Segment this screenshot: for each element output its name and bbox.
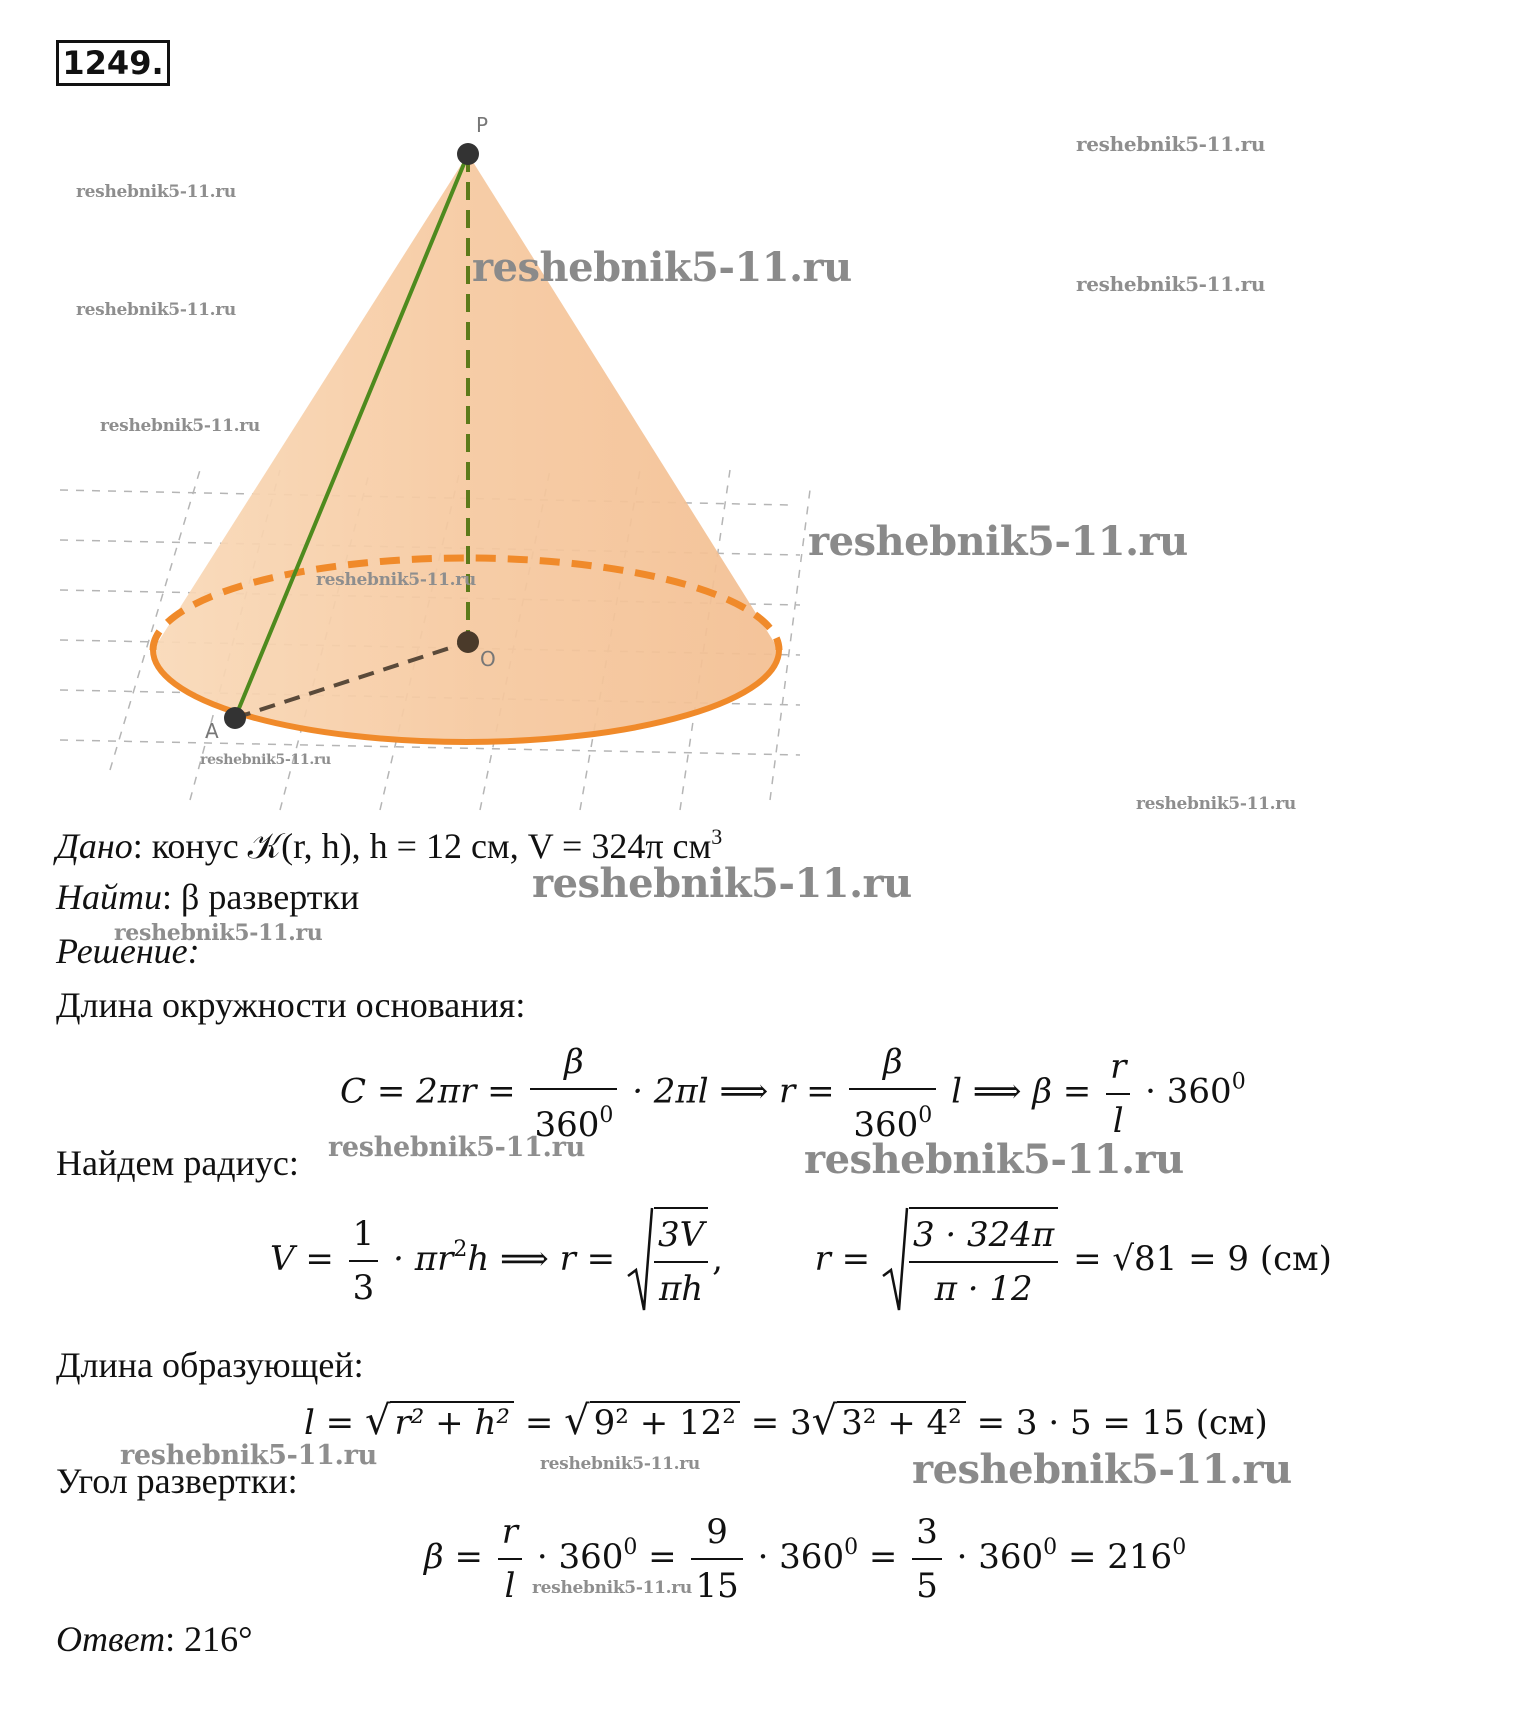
watermark: reshebnik5-11.ru	[472, 244, 852, 291]
watermark: reshebnik5-11.ru	[804, 1136, 1184, 1183]
watermark: reshebnik5-11.ru	[1076, 132, 1266, 156]
watermark: reshebnik5-11.ru	[100, 416, 260, 436]
given-unit-power: 3	[711, 824, 723, 849]
watermark: reshebnik5-11.ru	[540, 1454, 700, 1474]
point-p	[457, 143, 479, 165]
point-o	[457, 631, 479, 653]
label-o: O	[480, 647, 496, 671]
angle-heading: Угол развертки:	[56, 1461, 298, 1501]
answer-text: : 216°	[165, 1619, 253, 1659]
watermark: reshebnik5-11.ru	[328, 1132, 585, 1163]
watermark: reshebnik5-11.ru	[808, 518, 1188, 565]
find-line	[56, 876, 359, 918]
find-radius-heading: Найдем радиус:	[56, 1143, 299, 1183]
circumference-heading: Длина окружности основания:	[56, 985, 526, 1025]
watermark: reshebnik5-11.ru	[316, 570, 476, 590]
label-a: A	[205, 719, 219, 743]
formula-radius: V = $\frac{1}{3}$ · $\pi r^2h$ ⟹ r = $\frac{3V}{\pi h}$ , r = $\frac{3 \cdot 324\pi}{\pi \cdot 12}$ = √81 = 9 (см)	[270, 1206, 1332, 1316]
label-p: P	[476, 113, 489, 137]
watermark: reshebnik5-11.ru	[532, 860, 912, 907]
cone-figure	[50, 110, 830, 830]
watermark: reshebnik5-11.ru	[76, 300, 236, 320]
solution-label: Решение:	[56, 931, 200, 971]
formula-circumference: C = 2πr = $\frac{\beta}{360^0}$ · 2πl ⟹ r = $\frac{\beta}{360^0}$ l ⟹ β = $\frac{r}{l}$ · $360^0$	[340, 1036, 1246, 1151]
watermark: reshebnik5-11.ru	[114, 920, 323, 946]
watermark: reshebnik5-11.ru	[532, 1578, 692, 1598]
given-line	[56, 824, 722, 868]
formula-generatrix: l = √ r² + h² = √ 9² + 12² = 3√ 3² + 4² = 3 · 5 = 15 (см)	[304, 1398, 1268, 1444]
formula-angle: β = $\frac{r}{l}$ · $360^0$ = $\frac{9}{15}$ · $360^0$ = $\frac{3}{5}$ · $360^0 = 216^0$	[424, 1506, 1186, 1612]
watermark: reshebnik5-11.ru	[912, 1446, 1292, 1493]
watermark: reshebnik5-11.ru	[1076, 272, 1266, 296]
given-text: : конус 𝒦(r, h), h = 12 см, V = 324π см	[132, 826, 712, 866]
given-label: Дано	[56, 826, 133, 866]
answer-line	[56, 1618, 253, 1660]
answer-label: Ответ	[56, 1619, 166, 1659]
problem-number: 1249.	[56, 40, 170, 86]
watermark: reshebnik5-11.ru	[120, 1440, 377, 1471]
find-label: Найти	[56, 877, 162, 917]
find-text: : β развертки	[162, 877, 360, 917]
watermark: reshebnik5-11.ru	[200, 752, 331, 768]
point-a	[224, 707, 246, 729]
generatrix-heading: Длина образующей:	[56, 1345, 364, 1385]
watermark: reshebnik5-11.ru	[1136, 794, 1296, 814]
watermark: reshebnik5-11.ru	[76, 182, 236, 202]
